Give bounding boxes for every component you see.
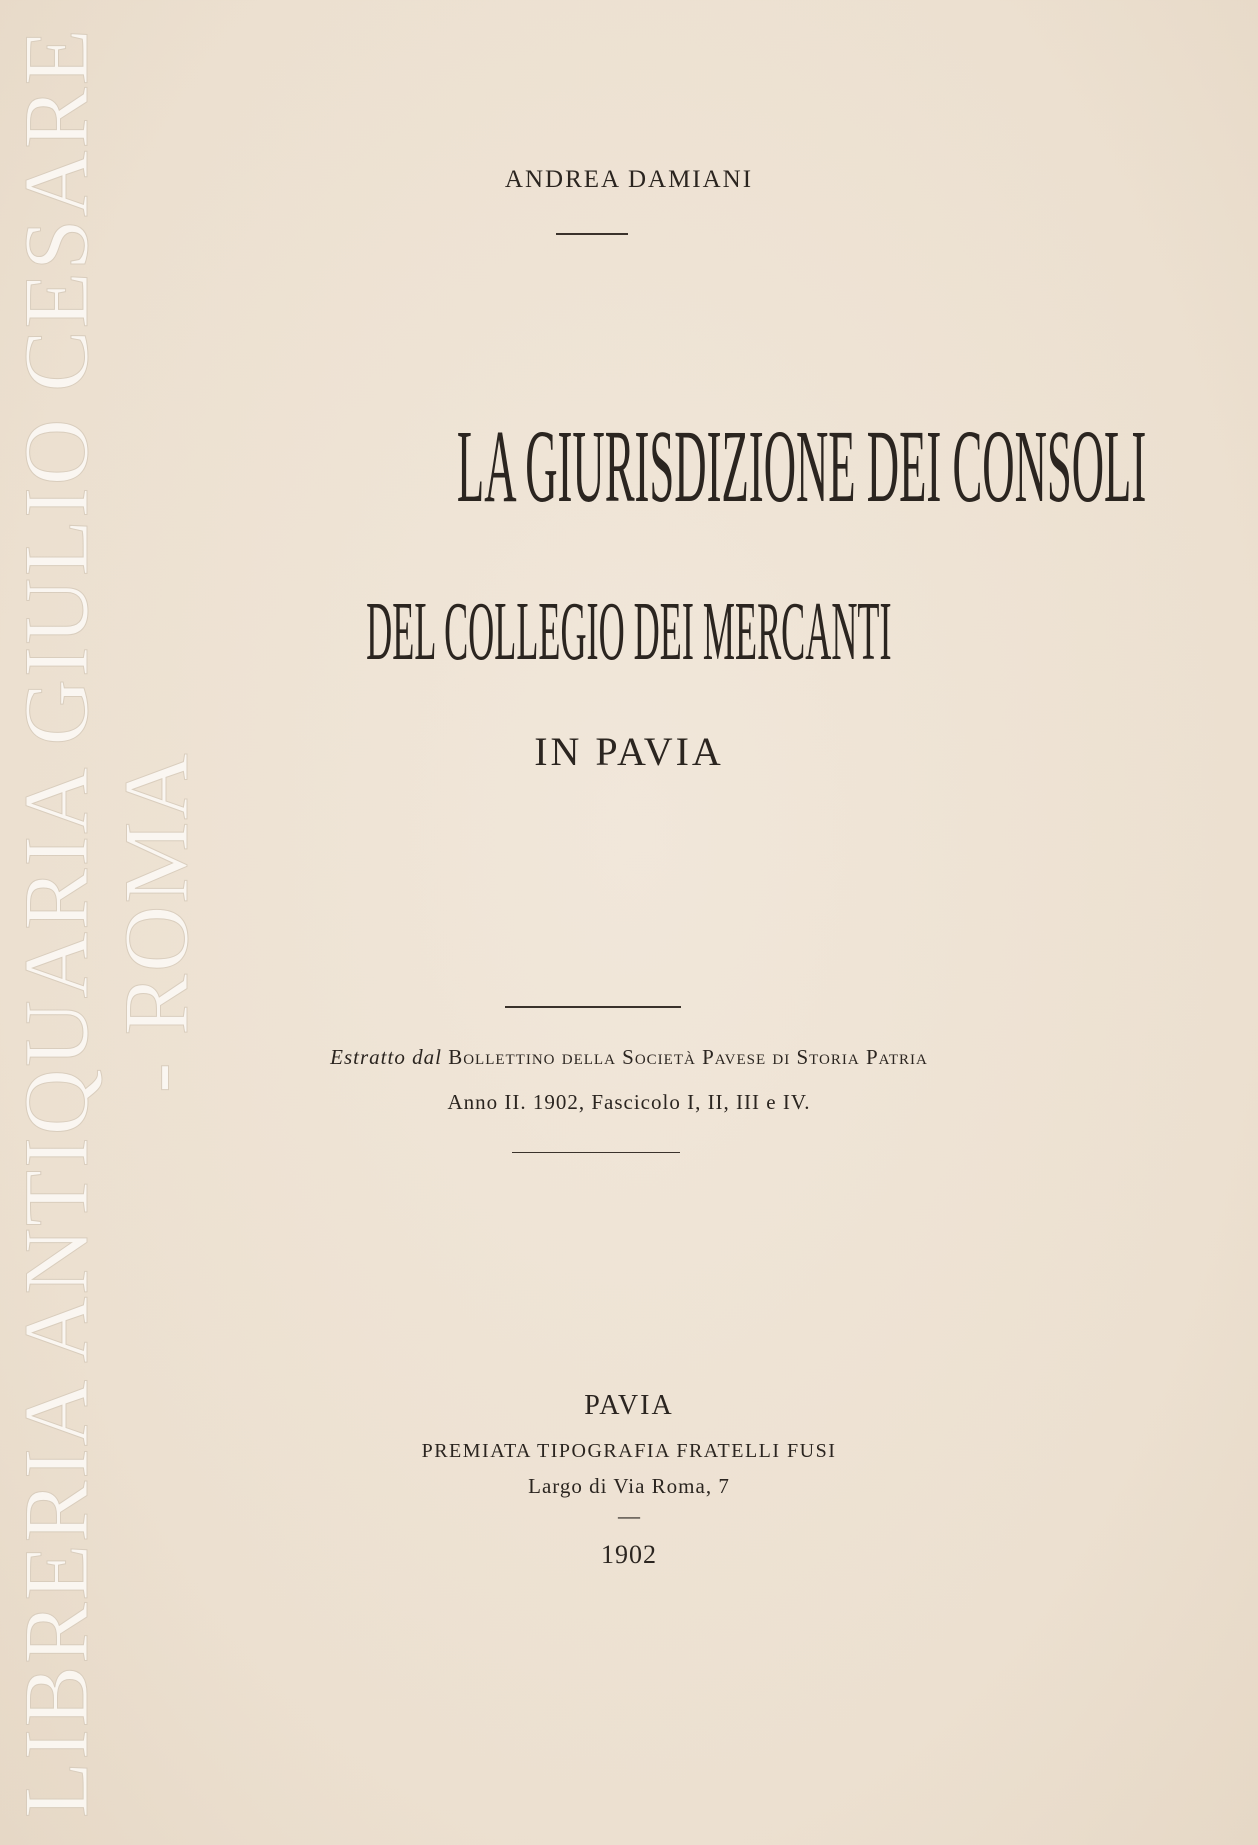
imprint-dash: — bbox=[618, 1503, 640, 1528]
extract-prefix: Estratto dal bbox=[330, 1045, 442, 1069]
title-line-2-text: DEL COLLEGIO DEI MERCANTI bbox=[366, 585, 892, 678]
imprint-printer: PREMIATA TIPOGRAFIA FRATELLI FUSI bbox=[421, 1440, 837, 1462]
imprint-address: Largo di Via Roma, 7 bbox=[528, 1474, 730, 1498]
divider bbox=[505, 1006, 681, 1008]
divider bbox=[556, 233, 628, 235]
divider bbox=[512, 1152, 680, 1153]
imprint-city: PAVIA bbox=[584, 1390, 674, 1421]
author: ANDREA DAMIANI bbox=[504, 166, 754, 193]
title-line-1-text: LA GIURISDIZIONE DEI CONSOLI bbox=[456, 409, 1147, 524]
watermark: LIBRERIA ANTIQUARIA GIULIO CESARE - ROMA bbox=[5, 27, 207, 1818]
title-line-3: IN PAVIA bbox=[534, 729, 724, 774]
extract-issue: Anno II. 1902, Fascicolo I, II, III e IV. bbox=[447, 1090, 811, 1114]
extract-source: Bollettino della Società Pavese di Storia Patria bbox=[448, 1045, 928, 1069]
imprint-year: 1902 bbox=[601, 1540, 657, 1569]
